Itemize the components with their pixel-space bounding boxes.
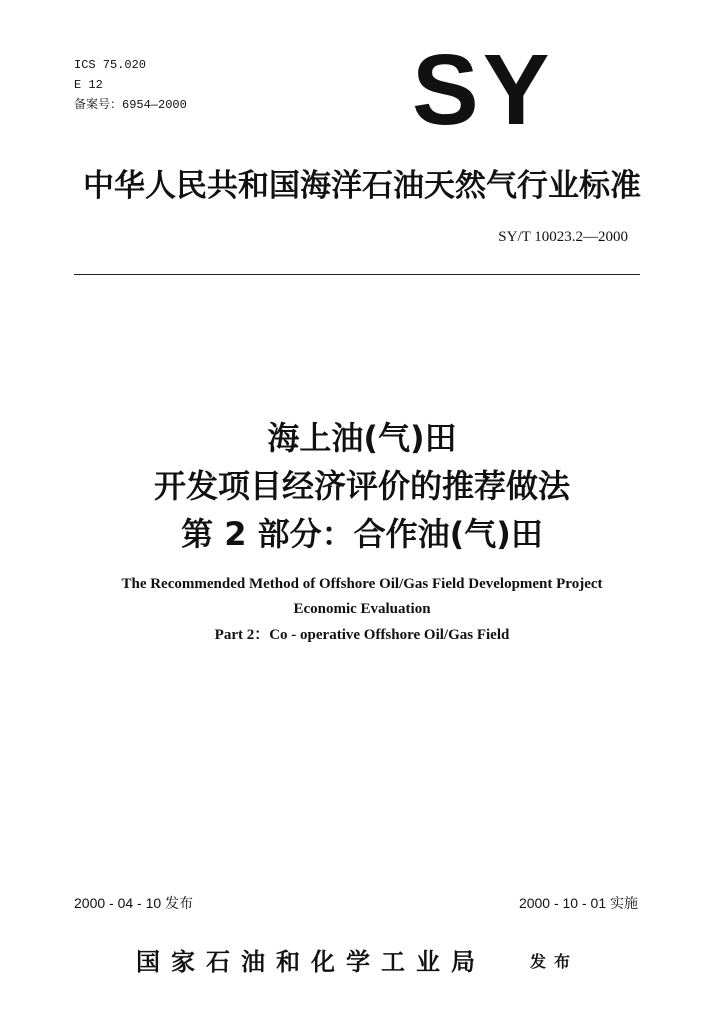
en-title-line-1: The Recommended Method of Offshore Oil/Gas Field Development Project: [121, 576, 603, 592]
ics-code: ICS 75.020: [74, 58, 147, 72]
issue-label: 发布: [530, 952, 579, 971]
cn-title-line-1: 海上油(气)田: [267, 419, 457, 457]
record-number: 备案号：6954—2000: [74, 98, 187, 112]
header-divider: [74, 274, 640, 275]
classification-code: E 12: [74, 78, 103, 92]
sy-logo: SY: [412, 34, 554, 146]
issuing-authority: 国家石油和化学工业局: [136, 947, 486, 976]
effective-date: 2000 - 10 - 01 实施: [518, 895, 638, 911]
release-date: 2000 - 04 - 10 发布: [74, 895, 194, 911]
cn-title-line-2: 开发项目经济评价的推荐做法: [153, 467, 570, 505]
en-title-line-2: Economic Evaluation: [293, 601, 431, 617]
standard-number: SY/T 10023.2—2000: [498, 229, 628, 245]
cn-title-line-3: 第 2 部分：合作油(气)田: [181, 515, 543, 553]
en-title-line-3: Part 2：Co - operative Offshore Oil/Gas Field: [214, 627, 510, 643]
standard-category-title: 中华人民共和国海洋石油天然气行业标准: [83, 168, 641, 204]
